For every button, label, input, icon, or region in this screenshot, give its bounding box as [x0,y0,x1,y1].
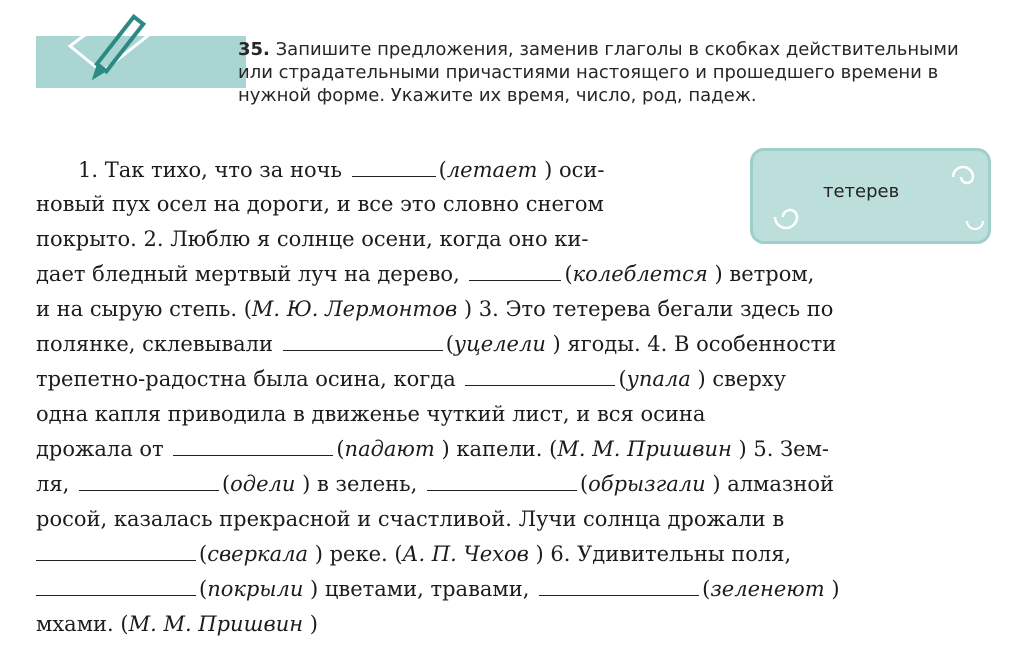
verb-hint: одели [230,472,296,496]
text-line-8: одна капля приводила в движенье чуткий лист, и вся осина [36,402,706,426]
answer-blank [427,468,577,491]
author-name: М. М. Пришвин [128,612,304,636]
answer-blank [469,258,561,281]
text-line-10: ля, (одели ) в зелень, (обрызгали ) алмазной [36,467,834,501]
task-text: Запишите предложения, заменив глаголы в скобках действительными или страдательными причастиями настоящего и прошедшего времени в нужной форме. Укажите их время, число, род, падеж. [238,39,959,106]
text-line-13: (покрыли ) цветами, травами, (зеленеют ) [36,572,840,606]
text-line-7: трепетно-радостна была осина, когда (упала ) сверху [36,362,786,396]
answer-blank [79,468,219,491]
author-name: А. П. Чехов [402,542,529,566]
text-line-3: покрыто. 2. Люблю я солнце осени, когда оно ки- [36,227,589,251]
answer-blank [36,538,196,561]
text-line-12: (сверкала ) реке. (А. П. Чехов ) 6. Удивительны поля, [36,537,791,571]
verb-hint: падают [344,437,435,461]
answer-blank [465,363,615,386]
text-line-1: 1. Так тихо, что за ночь (летает ) оси- [78,153,604,187]
task-instruction [238,38,998,107]
text-line-5: и на сырую степь. (М. Ю. Лермонтов ) 3. Это тетерева бегали здесь по [36,297,834,321]
word-card-word: тетерев [823,181,900,202]
verb-hint: обрызгали [588,472,706,496]
answer-blank [539,573,699,596]
verb-hint: сверкала [207,542,309,566]
answer-blank [283,328,443,351]
text-line-6: полянке, склевывали (уцелели ) ягоды. 4. В особенности [36,327,836,361]
verb-hint: покрыли [207,577,304,601]
verb-hint: уцелели [453,332,546,356]
verb-hint: упала [626,367,691,391]
task-number: 35. [238,39,270,60]
verb-hint: зеленеют [710,577,825,601]
text-line-9: дрожала от (падают ) капели. (М. М. Пришвин ) 5. Зем- [36,432,829,466]
text-line-2: новый пух осел на дороги, и все это словно снегом [36,192,604,216]
word-card [750,148,991,244]
answer-blank [173,433,333,456]
text-line-11: росой, казалась прекрасной и счастливой. Лучи солнца дрожали в [36,507,785,531]
text-line-4: дает бледный мертвый луч на дерево, (колеблется ) ветром, [36,257,814,291]
text-line-14: мхами. (М. М. Пришвин ) [36,612,318,636]
pen-icon [62,6,172,96]
verb-hint: колеблется [572,262,708,286]
verb-hint: летает [446,158,538,182]
author-name: М. Ю. Лермонтов [251,297,458,321]
answer-blank [352,154,436,177]
author-name: М. М. Пришвин [557,437,732,461]
answer-blank [36,573,196,596]
